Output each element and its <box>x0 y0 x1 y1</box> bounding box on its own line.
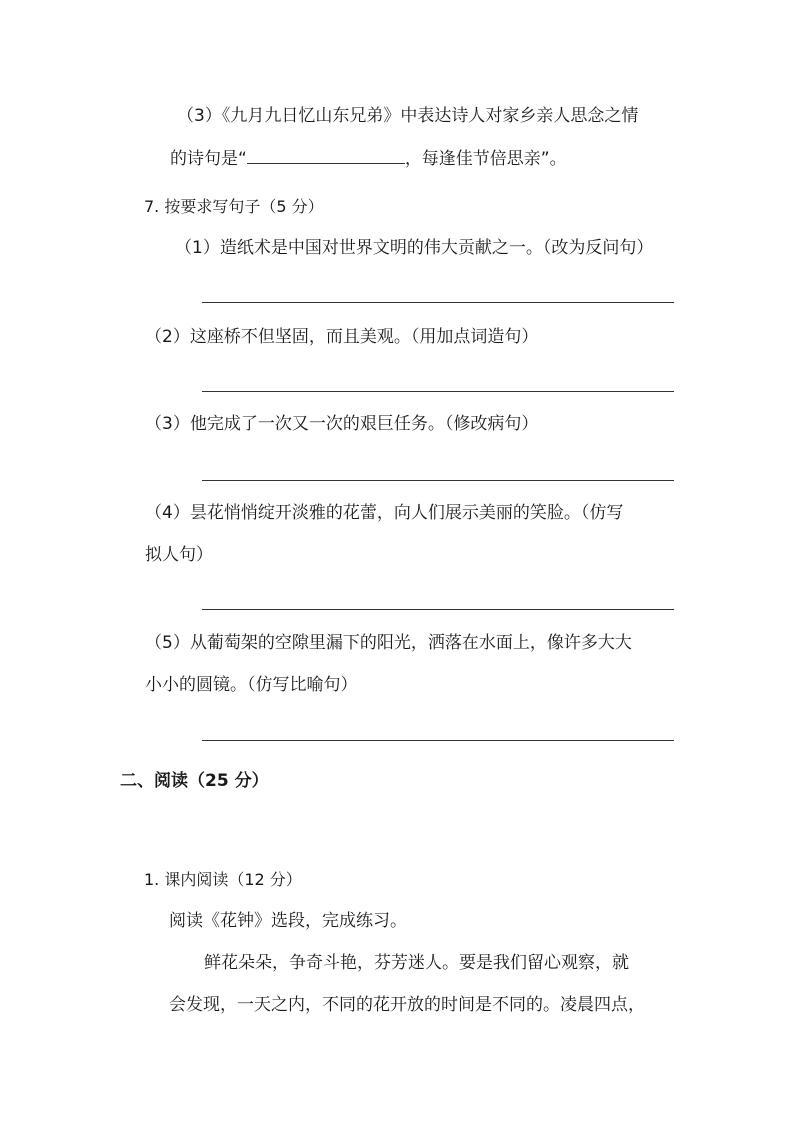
reading1-title: 1. 课内阅读（12 分） <box>144 870 302 889</box>
q6-3-suffix: ，每逢佳节倍思亲”。 <box>404 149 567 169</box>
q7-item-text-cont: 拟人句） <box>145 545 213 565</box>
q7-item-text: （3）他完成了一次又一次的艰巨任务。（修改病句） <box>145 414 539 434</box>
passage-line: 鲜花朵朵，争奇斗艳，芬芳迷人。要是我们留心观察，就 <box>204 953 629 973</box>
q6-3-prefix: 的诗句是“ <box>170 149 247 169</box>
answer-line[interactable] <box>202 480 674 481</box>
answer-line[interactable] <box>202 391 674 392</box>
answer-line[interactable] <box>202 740 674 741</box>
answer-line[interactable] <box>202 609 674 610</box>
q7-title: 7. 按要求写句子（5 分） <box>144 197 324 216</box>
q6-3-line1: （3）《九月九日忆山东兄弟》中表达诗人对家乡亲人思念之情 <box>177 106 639 126</box>
q6-3-line2 <box>170 148 567 170</box>
section-heading: 二、阅读（25 分） <box>120 771 269 791</box>
q7-item-text-cont: 小小的圆镜。（仿写比喻句） <box>145 675 358 695</box>
answer-blank[interactable] <box>247 163 405 164</box>
q7-item-text: （2）这座桥不但坚固，而且美观。（用加点词造句） <box>145 327 539 347</box>
passage-line: 会发现，一天之内，不同的花开放的时间是不同的。凌晨四点， <box>169 995 645 1015</box>
q7-item-text: （1）造纸术是中国对世界文明的伟大贡献之一。（改为反问句） <box>175 238 654 258</box>
q7-item-text: （5）从葡萄架的空隙里漏下的阳光，洒落在水面上，像许多大大 <box>145 633 632 653</box>
answer-line[interactable] <box>202 302 674 303</box>
q7-item-text: （4）昙花悄悄绽开淡雅的花蕾，向人们展示美丽的笑脸。（仿写 <box>145 503 624 523</box>
reading1-instruction: 阅读《花钟》选段，完成练习。 <box>169 911 407 931</box>
